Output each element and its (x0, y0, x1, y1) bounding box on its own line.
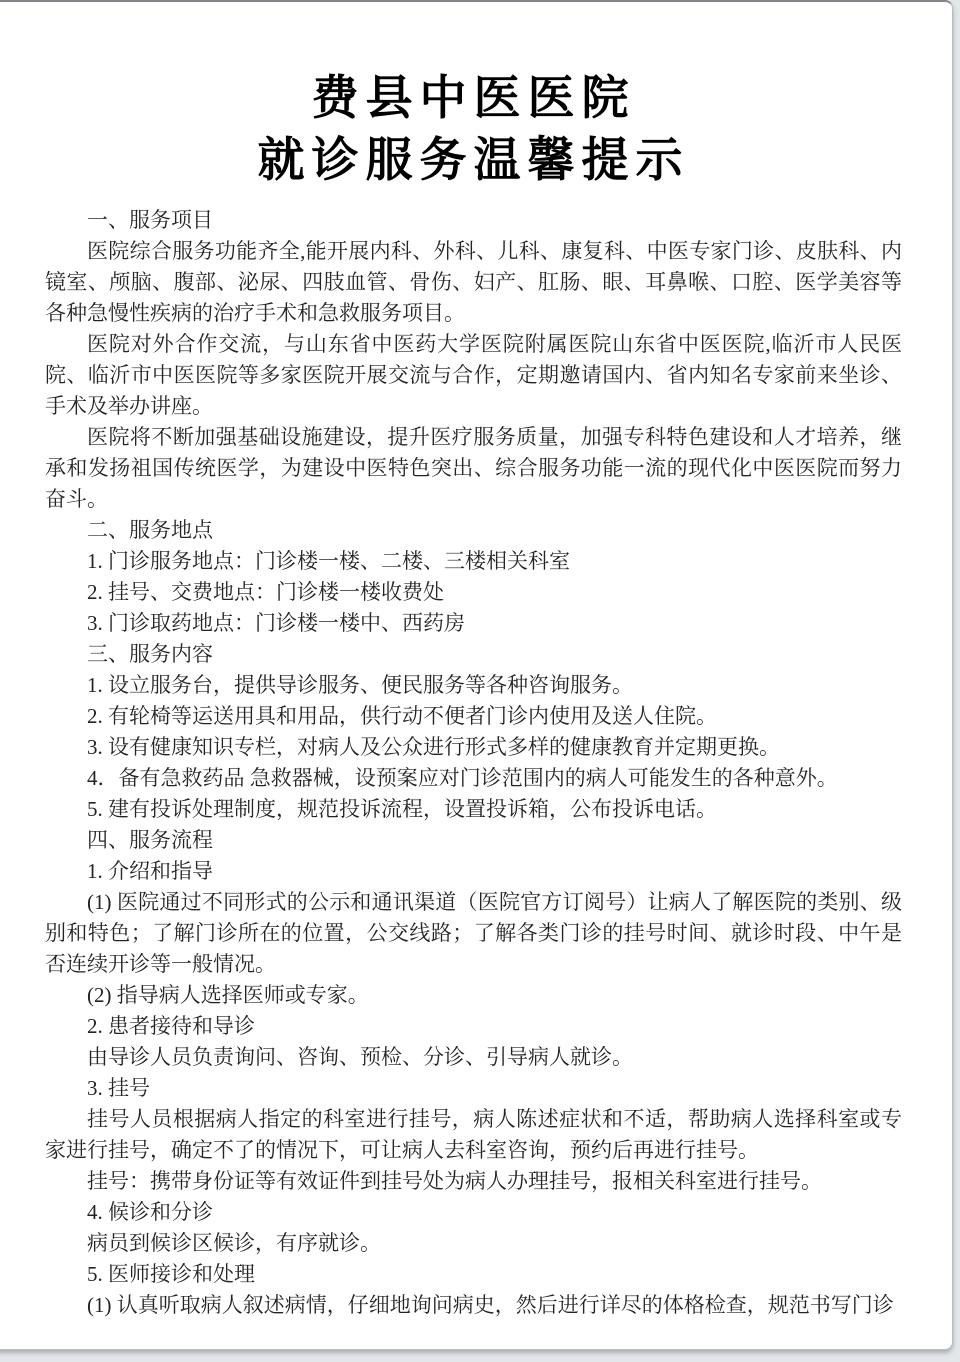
document-body (45, 205, 902, 1321)
paragraph-line: 挂号人员根据病人指定的科室进行挂号，病人陈述症状和不适，帮助病人选择科室或专家进行挂号，确定不了的情况下，可让病人去科室咨询，预约后再进行挂号。 (45, 1107, 902, 1162)
paragraph-line: 4. 候诊和分诊 (87, 1200, 213, 1224)
paragraph-line: 病员到候诊区候诊，有序就诊。 (87, 1231, 381, 1255)
paragraph-line: 由导诊人员负责询问、咨询、预检、分诊、引导病人就诊。 (87, 1045, 633, 1069)
paragraph-line: 2. 挂号、交费地点：门诊楼一楼收费处 (87, 580, 444, 604)
paragraph-line: 3. 门诊取药地点：门诊楼一楼中、西药房 (87, 611, 465, 635)
paragraph-line: 2. 有轮椅等运送用具和用品，供行动不便者门诊内使用及送人住院。 (87, 704, 717, 728)
paragraph-line: 二、服务地点 (87, 518, 213, 542)
paragraph-line: 医院综合服务功能齐全,能开展内科、外科、儿科、康复科、中医专家门诊、皮肤科、内镜室、颅脑、腹部、泌尿、四肢血管、骨伤、妇产、肛肠、眼、耳鼻喉、口腔、医学美容等各种急慢性疾病的治疗手术和急救服务项目。 (45, 239, 902, 325)
paragraph-line: 医院将不断加强基础设施建设，提升医疗服务质量，加强专科特色建设和人才培养，继承和发扬祖国传统医学，为建设中医特色突出、综合服务功能一流的现代化中医医院而努力奋斗。 (45, 425, 902, 511)
paragraph-line: 3. 设有健康知识专栏，对病人及公众进行形式多样的健康教育并定期更换。 (87, 735, 780, 759)
paragraph-line: 挂号：携带身份证等有效证件到挂号处为病人办理挂号，报相关科室进行挂号。 (87, 1169, 822, 1193)
paragraph-line: 2. 患者接待和导诊 (87, 1014, 255, 1038)
paragraph-line: (1) 认真听取病人叙述病情，仔细地询问病史，然后进行详尽的体格检查，规范书写门诊 (87, 1293, 894, 1317)
paragraph-line: 5. 医师接诊和处理 (87, 1262, 255, 1286)
paragraph-line: 一、服务项目 (87, 208, 213, 232)
paragraph-line: (1) 医院通过不同形式的公示和通讯渠道（医院官方订阅号）让病人了解医院的类别、级别和特色；了解门诊所在的位置，公交线路；了解各类门诊的挂号时间、就诊时段、中午是否连续开诊等一般情况。 (45, 890, 902, 976)
paragraph-line: 1. 设立服务台，提供导诊服务、便民服务等各种咨询服务。 (87, 673, 633, 697)
paragraph-line: (2) 指导病人选择医师或专家。 (87, 983, 369, 1007)
paragraph-line: 三、服务内容 (87, 642, 213, 666)
title-line-2: 就诊服务温馨提示 (257, 135, 690, 187)
paragraph-line: 医院对外合作交流，与山东省中医药大学医院附属医院山东省中医医院,临沂市人民医院、临沂市中医医院等多家医院开展交流与合作，定期邀请国内、省内知名专家前来坐诊、手术及举办讲座。 (45, 332, 902, 418)
paragraph-line: 5. 建有投诉处理制度，规范投诉流程，设置投诉箱，公布投诉电话。 (87, 797, 717, 821)
title-line-1: 费县中医医院 (311, 73, 636, 125)
paragraph-line: 3. 挂号 (87, 1076, 150, 1100)
paragraph-line: 四、服务流程 (87, 828, 213, 852)
paragraph-line: 4．备有急救药品 急救器械，设预案应对门诊范围内的病人可能发生的各种意外。 (87, 766, 838, 790)
paragraph-line: 1. 门诊服务地点：门诊楼一楼、二楼、三楼相关科室 (87, 549, 570, 573)
page-content (0, 68, 952, 1321)
paragraph-line: 1. 介绍和指导 (87, 859, 213, 883)
document-title (45, 68, 902, 192)
